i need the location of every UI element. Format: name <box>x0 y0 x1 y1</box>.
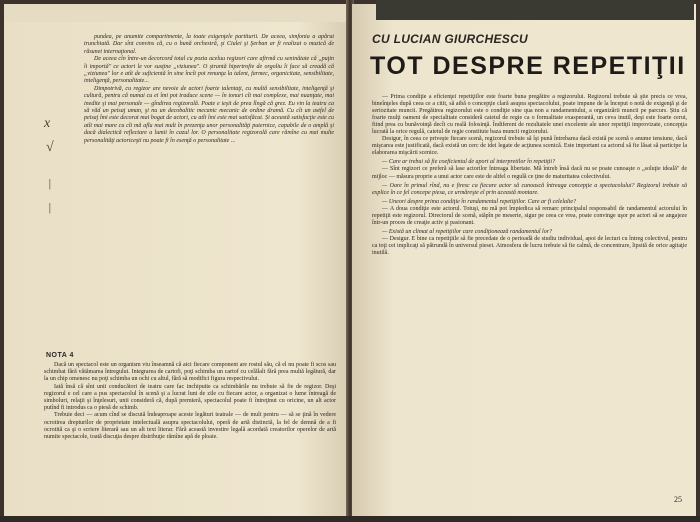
body-paragraph: Desigur, în ceea ce priveşte fiecare scenă, regizorul trebuie să îşi pună întrebarea dacă există pe scenă o anume tensiune, dacă mişcarea este justificată, dacă există un cerc de idei legate de acţiunea scenică. Este important ca actorul să fie lăsat să participe la elaborarea mişcării scenice. <box>372 136 687 157</box>
body-paragraph: Dacă un spectacol este un organism viu înseamnă că aici fiecare component are rostul său, că el nu poate fi scos sau schimbat fără vătămarea întregului. Integrarea de cartofi, poţi schimba un cartof cu celălalt fără prea multă legătură, dar la un chip omenesc nu poţi schimba un ochi cu altul, fără să modifici figura respectivului. <box>44 362 336 383</box>
interview-question: — Uneori despre prima condiţie în randamentul repetiţiilor. Care ar fi celelalte? <box>382 198 576 205</box>
intro-paragraph: Dimpotrivă, cu regizor are nevoie de actori foarte talentaţi, cu multă sensibilitate, inteligenţă şi cultură, pentru că numai cu ei îmi pot traduce scene — în tonuri cît mai complexe, mai nuanţate, mai inedite şi mai personale — gîndirea regizorală. Poate e ieşit de prea lîngă că grez. Eu vin la teatru ca să văd un peisaj uman, şi nu un decobalitic mecanic mecanic de ordine dramă. Cu cît un astfel de peisaj îmi este decorat mai bogat de actori, cu atît îmi este mai satisfăcut. Și această satisfacţie este cu atît mai mare cu cît mă aflu mai mult în prezenţa unor personalităţi puternice, capabile de o amplă şi dacă dialectică reflectare a lumii în cazul lor. O personalitate regizorală care rămîne cu mai multe personalităţi actoriceşti nu poate fi în esenţă o personalitate ... <box>84 85 334 144</box>
left-intro-column <box>84 34 334 145</box>
left-page <box>4 4 348 516</box>
body-paragraph: Trebuie deci — acum cînd se discută îndeaproape aceste legături teatrale — de mult pentru — să se ţină în vedere ocrotirea drepturilor de proprietate intelectuală asupra spectacolului, operă de artă distinctă, la fel de demnă de a fi ocrotită ca şi o scriere literară sau un alt text literar. Fără această investire legală acordată creatorilor operelor de artă numite spectacole, toată discuţia despre distribuţie rămîne apă de ploaie. <box>44 412 336 441</box>
title-band <box>376 0 694 20</box>
left-body-column <box>44 362 336 441</box>
left-page-top-edge <box>4 4 348 22</box>
body-paragraph: — A doua condiţie este actorul. Totuşi, nu mă pot împiedica să remarc principalul responsabil de randamentul actorului în repetiţii este regizorul. Directorul de scenă, stăpîn pe meserie, sigur pe ceea ce vrea, poate convinge uşor pe actori să se angajeze într-un proces de creaţie activ şi pasionant. <box>372 205 687 226</box>
interview-question: — Oare în primul rînd, nu e firesc ca fiecare actor să cunoască întreaga concepţie a spectacolului? Regizorul trebuie să explice în ce fel concepe piesa, ce urmăreşte el prin această montare. <box>372 182 687 196</box>
nota-heading: NOTA 4 <box>46 352 74 359</box>
interview-question: — Există un climat al repetiţiilor care condiţionează randamentul lor? <box>382 228 553 235</box>
body-paragraph: Iată însă că sînt unii conducători de teatru care fac inchipuite ca schimbările nu trebuie să fie de regizor. Deşi regizorul e cel care a pus spectacolul în scenă şi a lucrat luni de zile cu fiecare actor, a organizat o lume întreagă de simboluri, relaţii şi înţelesuri, unii consideră că, după premieră, spectacolul poate fi întreţinut cu oricine, un alt actor putînd fi introdus ca o piesă de schimb. <box>44 383 336 412</box>
interview-question: — Care ar trebui să fie coeficientul de aport al interpretilor în repetiţii? <box>382 159 556 166</box>
article-title: TOT DESPRE REPETIŢII <box>370 52 686 80</box>
body-paragraph: — Prima condiţie a eficienţei repetiţiilor este foarte buna pregătire a regizorului. Regizorul trebuie să ştie precis ce vrea, bineînţeles după ceea ce a citit, să aibă o concepţie clară asupra spectacolului, poate impune de la început o notă de exigenţă şi de seriozitate muncii. Pregătirea regizorului este o condiţie sine qua non a randamentului, a organizării muncii pe parcurs. Știu că foarte mulţi oameni de specialitate consideră caietul de regie ca o formalitate exasperantă, un ceva inutil, deşi este foarte cerut, fiind prea cu bunăvoinţă decît cu reală folosinţă. Îndiferent de rezultatele unei excelente ale unor repetiţii improvizate, concepţia lucrată la orice regulă, caietul de regie constituie baza muncii regizorului. <box>372 94 687 136</box>
article-author: CU LUCIAN GIURCHESCU <box>372 32 528 46</box>
handwritten-margin-mark: √ <box>46 140 54 155</box>
book-bottom-edge <box>0 516 700 522</box>
intro-paragraph: pundea, pe anumite compartimente, la toate exigenţele partiturii. De aceea, simfonia a apărut trunchiată. Dar sînt convins că, cu o bună orchestră, şi Ciulei şi Şerban ar fi realizat o muzică de răsunet internaţional. <box>84 34 334 55</box>
handwritten-margin-mark: | <box>48 200 52 214</box>
right-body-column <box>372 94 687 257</box>
page-number: 25 <box>674 495 682 504</box>
body-paragraph: — Sînt regizori ce preferă să lase actorilor întreaga libertate. Mă întreb însă dacă nu se poate cunoaşte o „soluţie ideală" de mijloc — măsura proprie a unui actor care este de altfel o regulă ce ţine de maturitatea colectivului. <box>372 166 687 180</box>
handwritten-margin-mark: | <box>48 176 52 190</box>
body-paragraph: — Desigur. E bine ca repetiţiile să fie precedate de o perioadă de studiu individual, apoi de lecturi cu întreg colectivul, pentru ca toţi cei implicaţi să pătrundă în universul piesei. Atmosfera de lucru trebuie să fie calmă, de concentrare, lipsită de orice agitaţie inutilă. <box>372 235 687 256</box>
handwritten-margin-mark: x <box>44 116 51 131</box>
intro-paragraph: De aceea cîn între-un decorcord total cu pozia aceluu regizori care afirmă cu seninătate că „puţin îi importă" ce actori le vor susţine „viziunea". O ştrantă hipertrofie de orgoliu îi face să creadă că „viziunea" lor e atît de suficientă în sine încît pot renunţa la talent, farmec, organicitate, sensibilitate, inteligenţă, personalitate... <box>84 56 334 85</box>
